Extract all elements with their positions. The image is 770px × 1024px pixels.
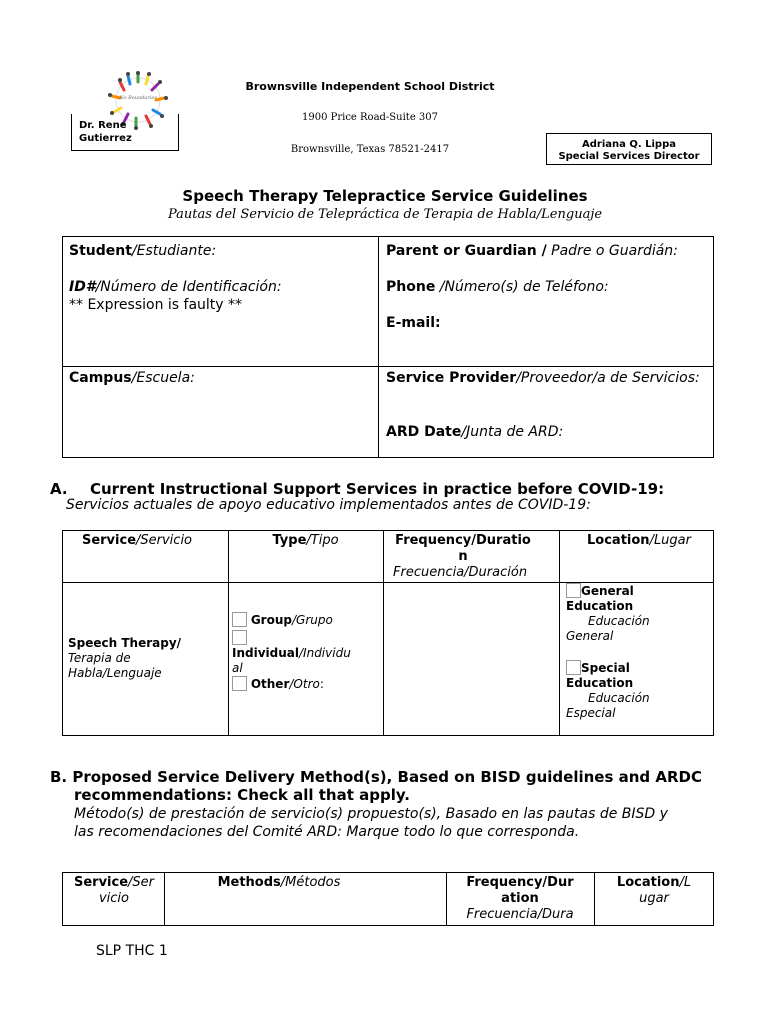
provider-label: Service Provider bbox=[386, 370, 517, 386]
provider-label-es: /Proveedor/a de Servicios: bbox=[516, 370, 700, 386]
director-box bbox=[546, 133, 712, 165]
header-service: Service/Servicio bbox=[81, 533, 193, 548]
logo-text: No Boundaries bbox=[119, 95, 157, 101]
current-services-table bbox=[62, 530, 714, 736]
service-speech-therapy: Speech Therapy/ Terapia de Habla/Lenguaje bbox=[68, 636, 182, 680]
student-info-table bbox=[62, 236, 714, 458]
page-code: SLP THC 1 bbox=[96, 943, 168, 959]
location-options: General Education Educación General Special Education Educación Especial bbox=[566, 583, 714, 721]
superintendent-box bbox=[71, 114, 179, 151]
provider-field[interactable] bbox=[386, 369, 706, 387]
id-field[interactable] bbox=[69, 278, 282, 296]
b-header-location: Location/L ugar bbox=[616, 875, 692, 906]
header-type: Type/Tipo bbox=[272, 533, 339, 548]
ard-date-field[interactable] bbox=[386, 423, 563, 441]
section-a-title: Current Instructional Support Services in practice before COVID-19: bbox=[90, 480, 665, 498]
section-b-subtitle: Método(s) de prestación de servicio(s) propuesto(s), Basado en las pautas de BISD y las recomendaciones del Comité ARD: Marque todo lo que corresponda. bbox=[74, 806, 668, 840]
address-line1: 1900 Price Road-Suite 307 bbox=[301, 112, 438, 123]
location-special-option[interactable]: Special bbox=[566, 660, 714, 676]
header-location: Location/Lugar bbox=[587, 533, 691, 548]
section-a-letter: A. bbox=[50, 480, 68, 498]
b-header-service: Service/Ser vicio bbox=[73, 875, 155, 906]
email-field[interactable]: E-mail: bbox=[386, 315, 441, 331]
group-checkbox[interactable] bbox=[232, 612, 247, 627]
type-individual-option[interactable] bbox=[232, 630, 382, 646]
director-title: Special Services Director bbox=[558, 151, 700, 162]
ard-label-es: /Junta de ARD: bbox=[461, 424, 564, 440]
individual-checkbox[interactable] bbox=[232, 630, 247, 645]
other-checkbox[interactable] bbox=[232, 676, 247, 691]
parent-label: Parent or Guardian / bbox=[386, 243, 547, 259]
student-label-es: /Estudiante: bbox=[131, 243, 217, 259]
parent-label-es: Padre o Guardián: bbox=[546, 243, 678, 259]
ard-label: ARD Date bbox=[386, 424, 462, 440]
campus-field[interactable] bbox=[69, 369, 195, 387]
id-label: ID# bbox=[69, 279, 96, 295]
doctor-name-line1: Dr. Rene bbox=[79, 120, 127, 131]
document-title: Speech Therapy Telepractice Service Guidelines bbox=[182, 187, 588, 205]
campus-label: Campus bbox=[69, 370, 132, 386]
campus-label-es: /Escuela: bbox=[131, 370, 195, 386]
special-education-checkbox[interactable] bbox=[566, 660, 581, 675]
doctor-name-line2: Gutierrez bbox=[79, 133, 132, 144]
section-a-subtitle: Servicios actuales de apoyo educativo implementados antes de COVID-19: bbox=[66, 497, 591, 513]
type-individual-label: Individual/Individu bbox=[232, 646, 351, 660]
phone-label: Phone bbox=[386, 279, 436, 295]
b-header-frequency: Frequency/Dur ation Frecuencia/Dura bbox=[466, 875, 574, 922]
type-group-option[interactable]: Group/Grupo bbox=[232, 612, 382, 628]
id-label-es: /Número de Identificación: bbox=[95, 279, 282, 295]
id-value: ** Expression is faulty ** bbox=[69, 297, 243, 313]
header-frequency: Frequency/Duratio n Frecuencia/Duración bbox=[393, 533, 531, 580]
student-label: Student bbox=[69, 243, 132, 259]
phone-label-es: /Número(s) de Teléfono: bbox=[435, 279, 609, 295]
parent-field[interactable] bbox=[386, 242, 678, 260]
proposed-methods-table bbox=[62, 872, 714, 926]
phone-field[interactable] bbox=[386, 278, 609, 296]
student-field[interactable] bbox=[69, 242, 216, 260]
section-b-title: B. Proposed Service Delivery Method(s), Based on BISD guidelines and ARDC recommendations: Check all that apply. bbox=[50, 768, 702, 804]
type-other-option[interactable]: Other/Otro: bbox=[232, 676, 382, 692]
b-header-methods: Methods/Métodos bbox=[217, 875, 341, 890]
general-education-checkbox[interactable] bbox=[566, 583, 581, 598]
location-general-option[interactable]: General bbox=[566, 583, 714, 599]
type-options: Group/Grupo Individual/Individu al Other/Otro: bbox=[232, 612, 382, 692]
document-subtitle: Pautas del Servicio de Telepráctica de Terapia de Habla/Lenguaje bbox=[167, 207, 603, 222]
district-name: Brownsville Independent School District bbox=[245, 80, 495, 93]
address-line2: Brownsville, Texas 78521-2417 bbox=[290, 144, 450, 155]
director-name: Adriana Q. Lippa bbox=[582, 139, 676, 150]
